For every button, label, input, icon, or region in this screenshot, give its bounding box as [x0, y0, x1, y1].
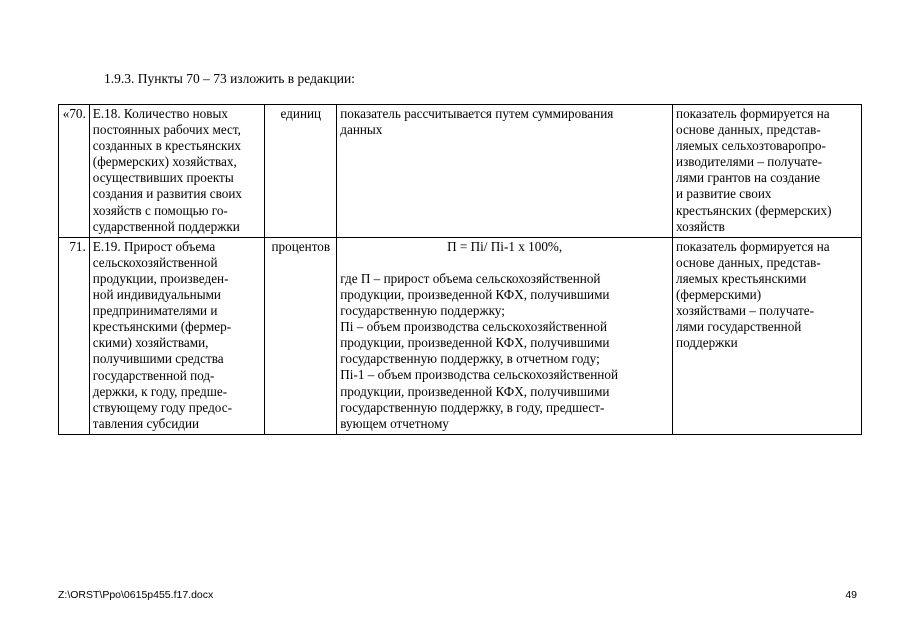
indicator-unit: процентов: [265, 237, 337, 434]
table-row: [59, 105, 862, 238]
data-source: показатель формируется на основе данных, представ- ляемых сельхозтоваропро- изводителями – получате- лями грантов на создание и развитие своих крестьянских (фермерских) хозяйств: [673, 105, 862, 238]
indicator-name: Е.18. Количество новых постоянных рабочих мест, созданных в крестьянских (фермерских) хозяйствах, осуществивших проекты создания и развития своих хозяйств с помощью го- сударственной поддержки: [89, 105, 265, 238]
indicator-unit: единиц: [265, 105, 337, 238]
page-number: 49: [845, 589, 857, 601]
row-number: «70.: [59, 105, 90, 238]
data-source: показатель формируется на основе данных, представ- ляемых крестьянскими (фермерскими) хозяйствами – получате- лями государственной поддержки: [673, 237, 862, 434]
indicator-name: Е.19. Прирост объема сельскохозяйственной продукции, произведен- ной индивидуальными предпринимателями и крестьянскими (фермер- скими) хозяйствами, получившими средства государственной под- держки, к году, предше- ствующему году предос- тавления субсидии: [89, 237, 265, 434]
intro-text: 1.9.3. Пункты 70 – 73 изложить в редакции:: [104, 71, 355, 86]
table-row: [59, 237, 862, 434]
formula: П = Пi/ Пi-1 x 100%,: [447, 238, 563, 254]
file-path: Z:\ORST\Ppo\0615p455.f17.docx: [58, 589, 214, 601]
calculation-method: показатель рассчитывается путем суммирования данных: [337, 105, 673, 238]
row-number: 71.: [59, 237, 90, 434]
calculation-method: П = Пi/ Пi-1 x 100%, где П – прирост объема сельскохозяйственной продукции, произведенной КФХ, получившими государственную поддержку; Пi – объем производства сельскохозяйственной продукции, произведенной КФХ, получившими государственную поддержку, в отчетном году; Пi-1 – объем производства сельскохозяйственной продукции, произведенной КФХ, получившими государственную поддержку, в году, предшест- вующем отчетному: [337, 237, 673, 434]
indicators-table: [58, 104, 862, 435]
